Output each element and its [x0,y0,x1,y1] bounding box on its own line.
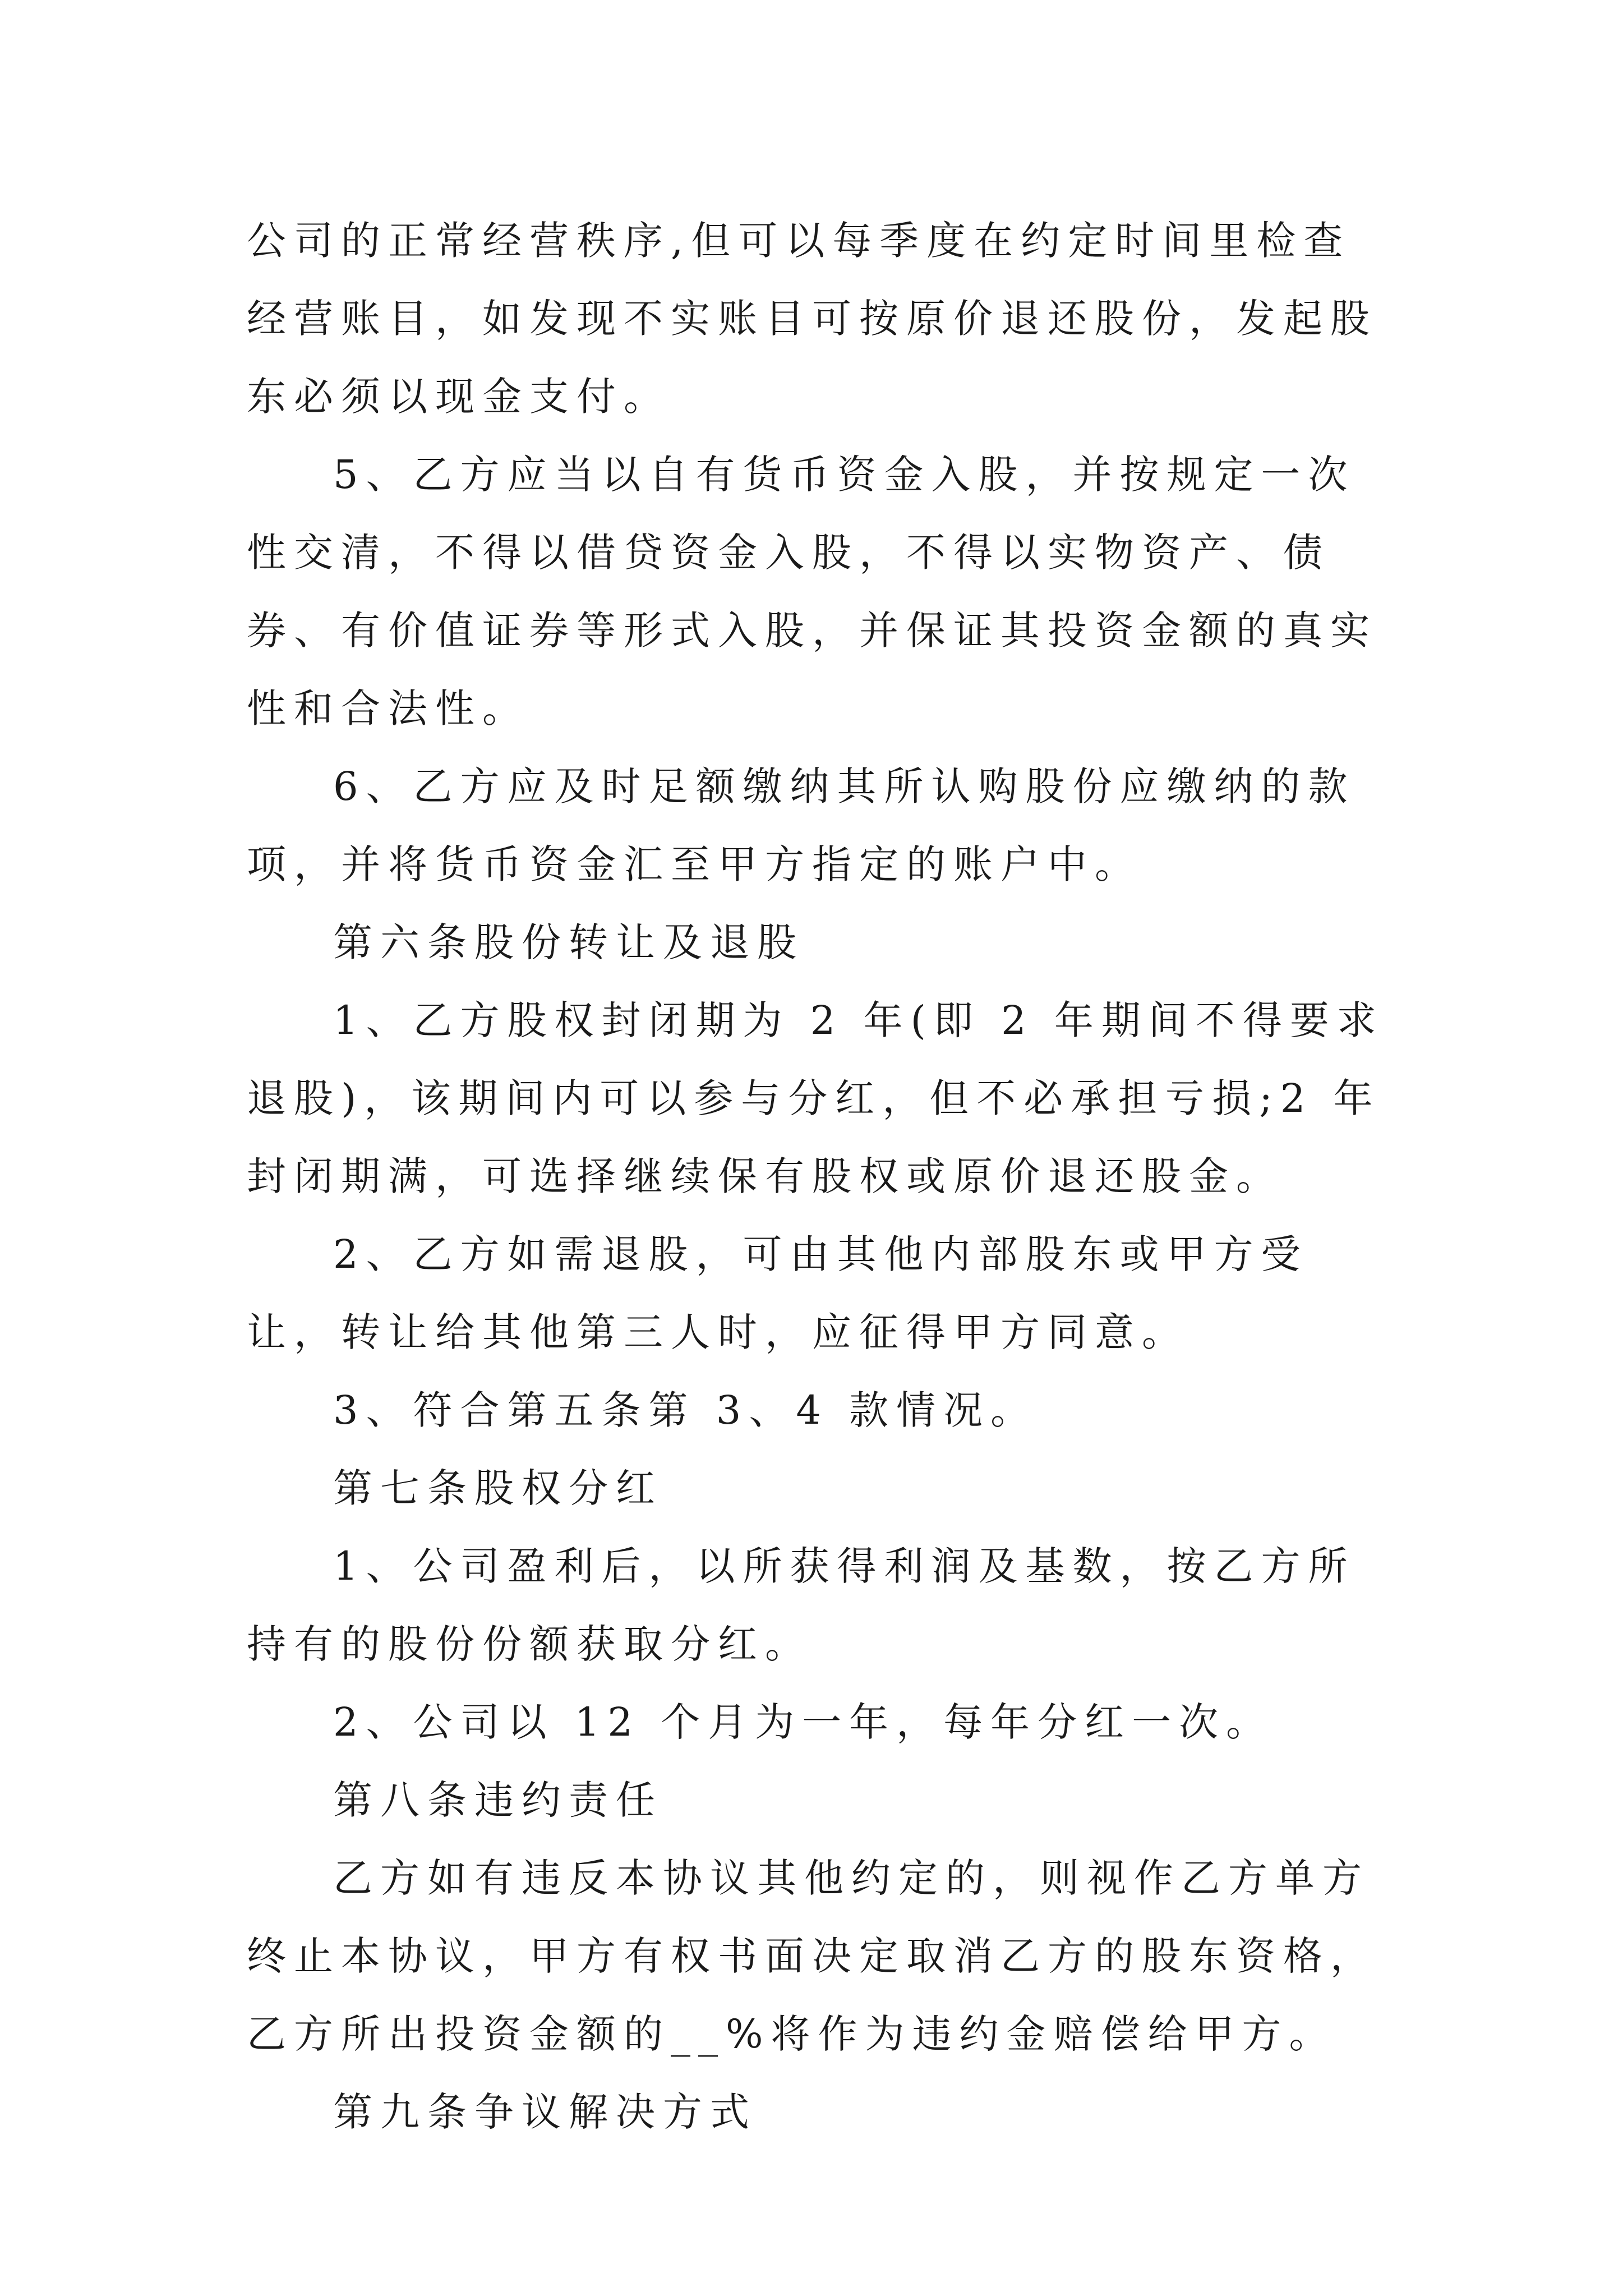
heading-article-7: 第七条股权分红 [333,1465,663,1511]
paragraph-clause-6-3: 3、符合第五条第 3、4 款情况。 [333,1387,1038,1433]
heading-article-9: 第九条争议解决方式 [333,2089,757,2135]
paragraph-clause-5-5: 5、乙方应当以自有货币资金入股，并按规定一次性交清，不得以借贷资金入股，不得以实物资产、债券、有价值证券等形式入股，并保证其投资金额的真实性和合法性。 [247,452,1377,731]
document-body [247,202,1391,2151]
paragraph-clause-7-2: 2、公司以 12 个月为一年，每年分红一次。 [333,1699,1274,1745]
paragraph-clause-8-body: 乙方如有违反本协议其他约定的，则视作乙方单方终止本协议，甲方有权书面决定取消乙方的股东资格，乙方所出投资金额的__%将作为违约金赔偿给甲方。 [247,1855,1377,2057]
paragraph-clause-6-2: 2、乙方如需退股，可由其他内部股东或甲方受让，转让给其他第三人时，应征得甲方同意。 [247,1231,1308,1355]
paragraph-clause-7-1: 1、公司盈利后，以所获得利润及基数，按乙方所持有的股份份额获取分红。 [247,1543,1355,1667]
paragraph-clause-6-1: 1、乙方股权封闭期为 2 年(即 2 年期间不得要求退股)，该期间内可以参与分红，但不必承担亏损;2 年封闭期满，可选择继续保有股权或原价退还股金。 [247,997,1384,1199]
heading-article-8: 第八条违约责任 [333,1777,663,1823]
heading-article-6: 第六条股份转让及退股 [333,919,804,965]
paragraph-intro-continuation: 公司的正常经营秩序,但可以每季度在约定时间里检查经营账目，如发现不实账目可按原价退还股份，发起股东必须以现金支付。 [247,218,1377,420]
paragraph-clause-5-6: 6、乙方应及时足额缴纳其所认购股份应缴纳的款项，并将货币资金汇至甲方指定的账户中。 [247,763,1355,887]
